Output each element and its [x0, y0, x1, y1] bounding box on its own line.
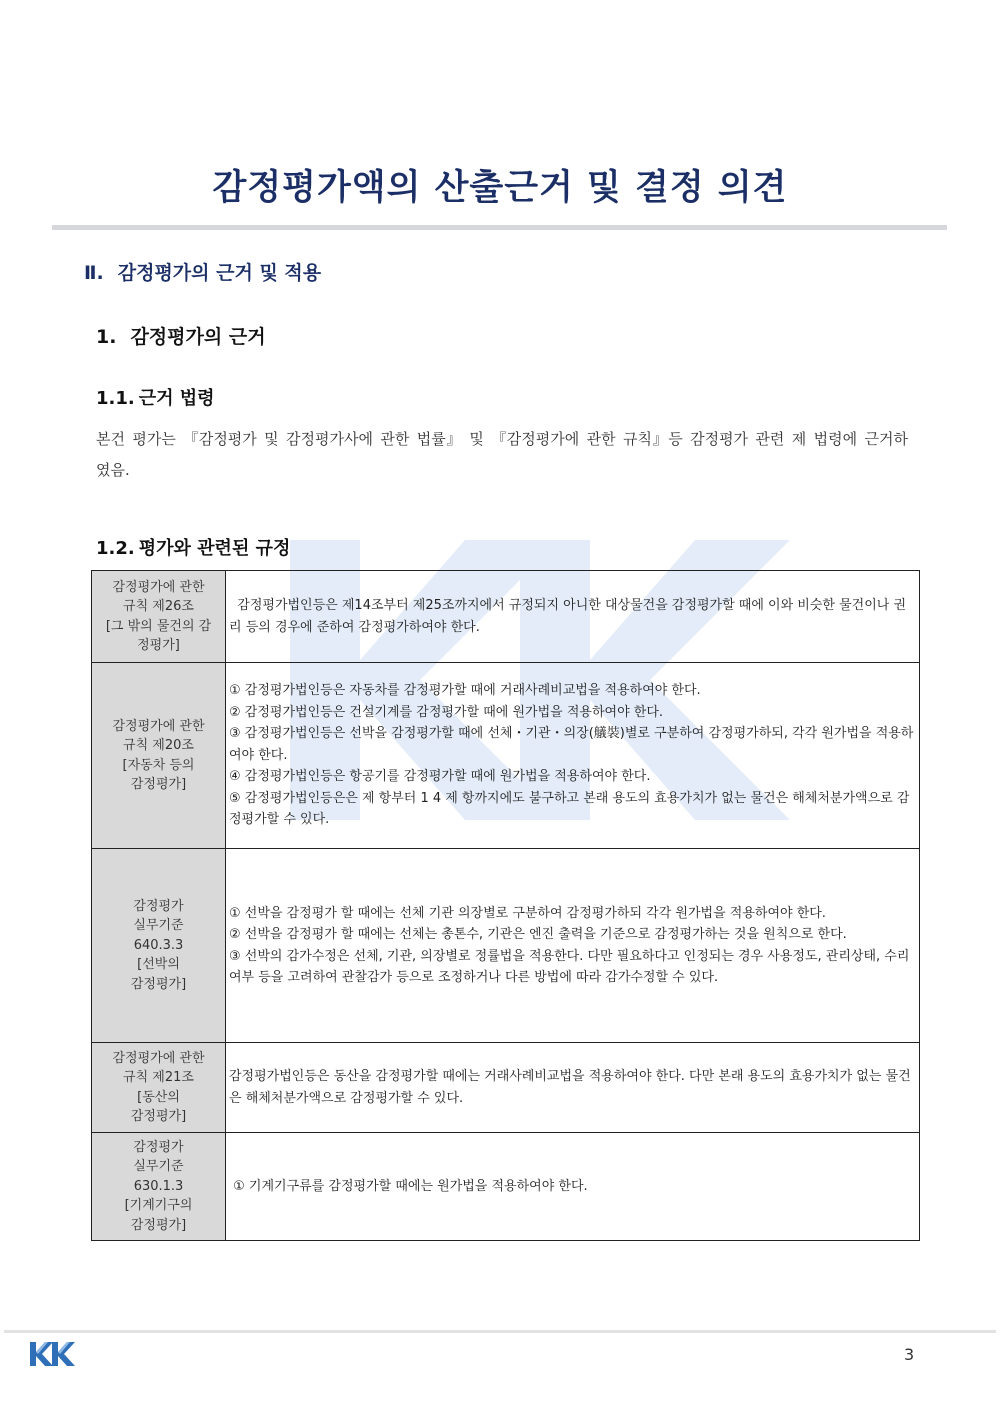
regulation-content: ① 선박을 감정평가 할 때에는 선체 기관 의장별로 구분하여 감정평가하되 각각 원가법을 적용하여야 한다. ② 선박을 감정평가 할 때에는 선체는 총톤수, 기관은 엔진 출력을 기준으로 감정평가하는 것을 원칙으로 한다. ③ 선박의 감가수정은 선체, 기관, 의장별로 정률법을 적용한다. 다만 필요하다고 인정되는 경우 사용정도, 관리상태, 수리 여부 등을 고려하여 관찰감가 등으로 조정하거나 다른 방법에 따라 감가수정할 수 있다. — [226, 849, 920, 1043]
regulation-content: ① 기계기구류를 감정평가할 때에는 원가법을 적용하여야 한다. — [226, 1133, 920, 1241]
kk-logo-icon — [30, 1340, 78, 1368]
regulation-label: 감정평가 실무기준 630.1.3 [기계기구의 감정평가] — [92, 1133, 226, 1241]
subsection-heading — [96, 322, 266, 349]
regulation-label: 감정평가에 관한 규칙 제21조 [동산의 감정평가] — [92, 1043, 226, 1133]
regulation-content: 감정평가법인등은 제14조부터 제25조까지에서 규정되지 아니한 대상물건을 감정평가할 때에 이와 비슷한 물건이나 권리 등의 경우에 준하여 감정평가하여야 한다. — [226, 571, 920, 663]
regulation-content: ① 감정평가법인등은 자동차를 감정평가할 때에 거래사례비교법을 적용하여야 한다. ② 감정평가법인등은 건설기계를 감정평가할 때에 원가법을 적용하여야 한다. ③ 감정평가법인등은 선박을 감정평가할 때에 선체・기관・의장(艤裝)별로 구분하여 감정평가하되, 각각 원가법을 적용하여야 한다. ④ 감정평가법인등은 항공기를 감정평가할 때에 원가법을 적용하여야 한다. ⑤ 감정평가법인등은은 제 항부터 1 4 제 항까지에도 불구하고 본래 용도의 효용가치가 없는 물건은 해체처분가액으로 감정평가할 수 있다. — [226, 663, 920, 849]
basis-paragraph: 본건 평가는 『감정평가 및 감정평가사에 관한 법률』 및 『감정평가에 관한 규칙』등 감정평가 관련 제 법령에 근거하였음. — [96, 430, 908, 479]
heading-number: 1.1. — [96, 388, 135, 409]
table-row — [92, 663, 920, 849]
footer-divider — [4, 1330, 996, 1333]
title-divider — [52, 225, 947, 230]
table-row — [92, 1133, 920, 1241]
table-row — [92, 849, 920, 1043]
subsection-number: 1. — [96, 326, 117, 348]
page-title: 감정평가액의 산출근거 및 결정 의견 — [212, 168, 788, 208]
sub-subsection-heading-1-2 — [96, 534, 290, 560]
regulation-label: 감정평가 실무기준 640.3.3 [선박의 감정평가] — [92, 849, 226, 1043]
section-number: Ⅱ. — [84, 262, 104, 284]
regulation-label: 감정평가에 관한 규칙 제26조 [그 밖의 물건의 감 정평가] — [92, 571, 226, 663]
page-number: 3 — [904, 1345, 915, 1364]
section-heading — [84, 258, 321, 285]
heading-label: 평가와 관련된 규정 — [138, 538, 291, 559]
heading-number: 1.2. — [96, 538, 135, 559]
subsection-label: 감정평가의 근거 — [130, 326, 266, 348]
regulation-content: 감정평가법인등은 동산을 감정평가할 때에는 거래사례비교법을 적용하여야 한다. 다만 본래 용도의 효용가치가 없는 물건은 해체처분가액으로 감정평가할 수 있다. — [226, 1043, 920, 1133]
regulation-label: 감정평가에 관한 규칙 제20조 [자동차 등의 감정평가] — [92, 663, 226, 849]
section-label: 감정평가의 근거 및 적용 — [117, 262, 322, 284]
heading-label: 근거 법령 — [138, 388, 215, 409]
sub-subsection-heading-1-1 — [96, 384, 215, 410]
table-row — [92, 1043, 920, 1133]
table-row — [92, 571, 920, 663]
regulations-table — [91, 570, 920, 1241]
